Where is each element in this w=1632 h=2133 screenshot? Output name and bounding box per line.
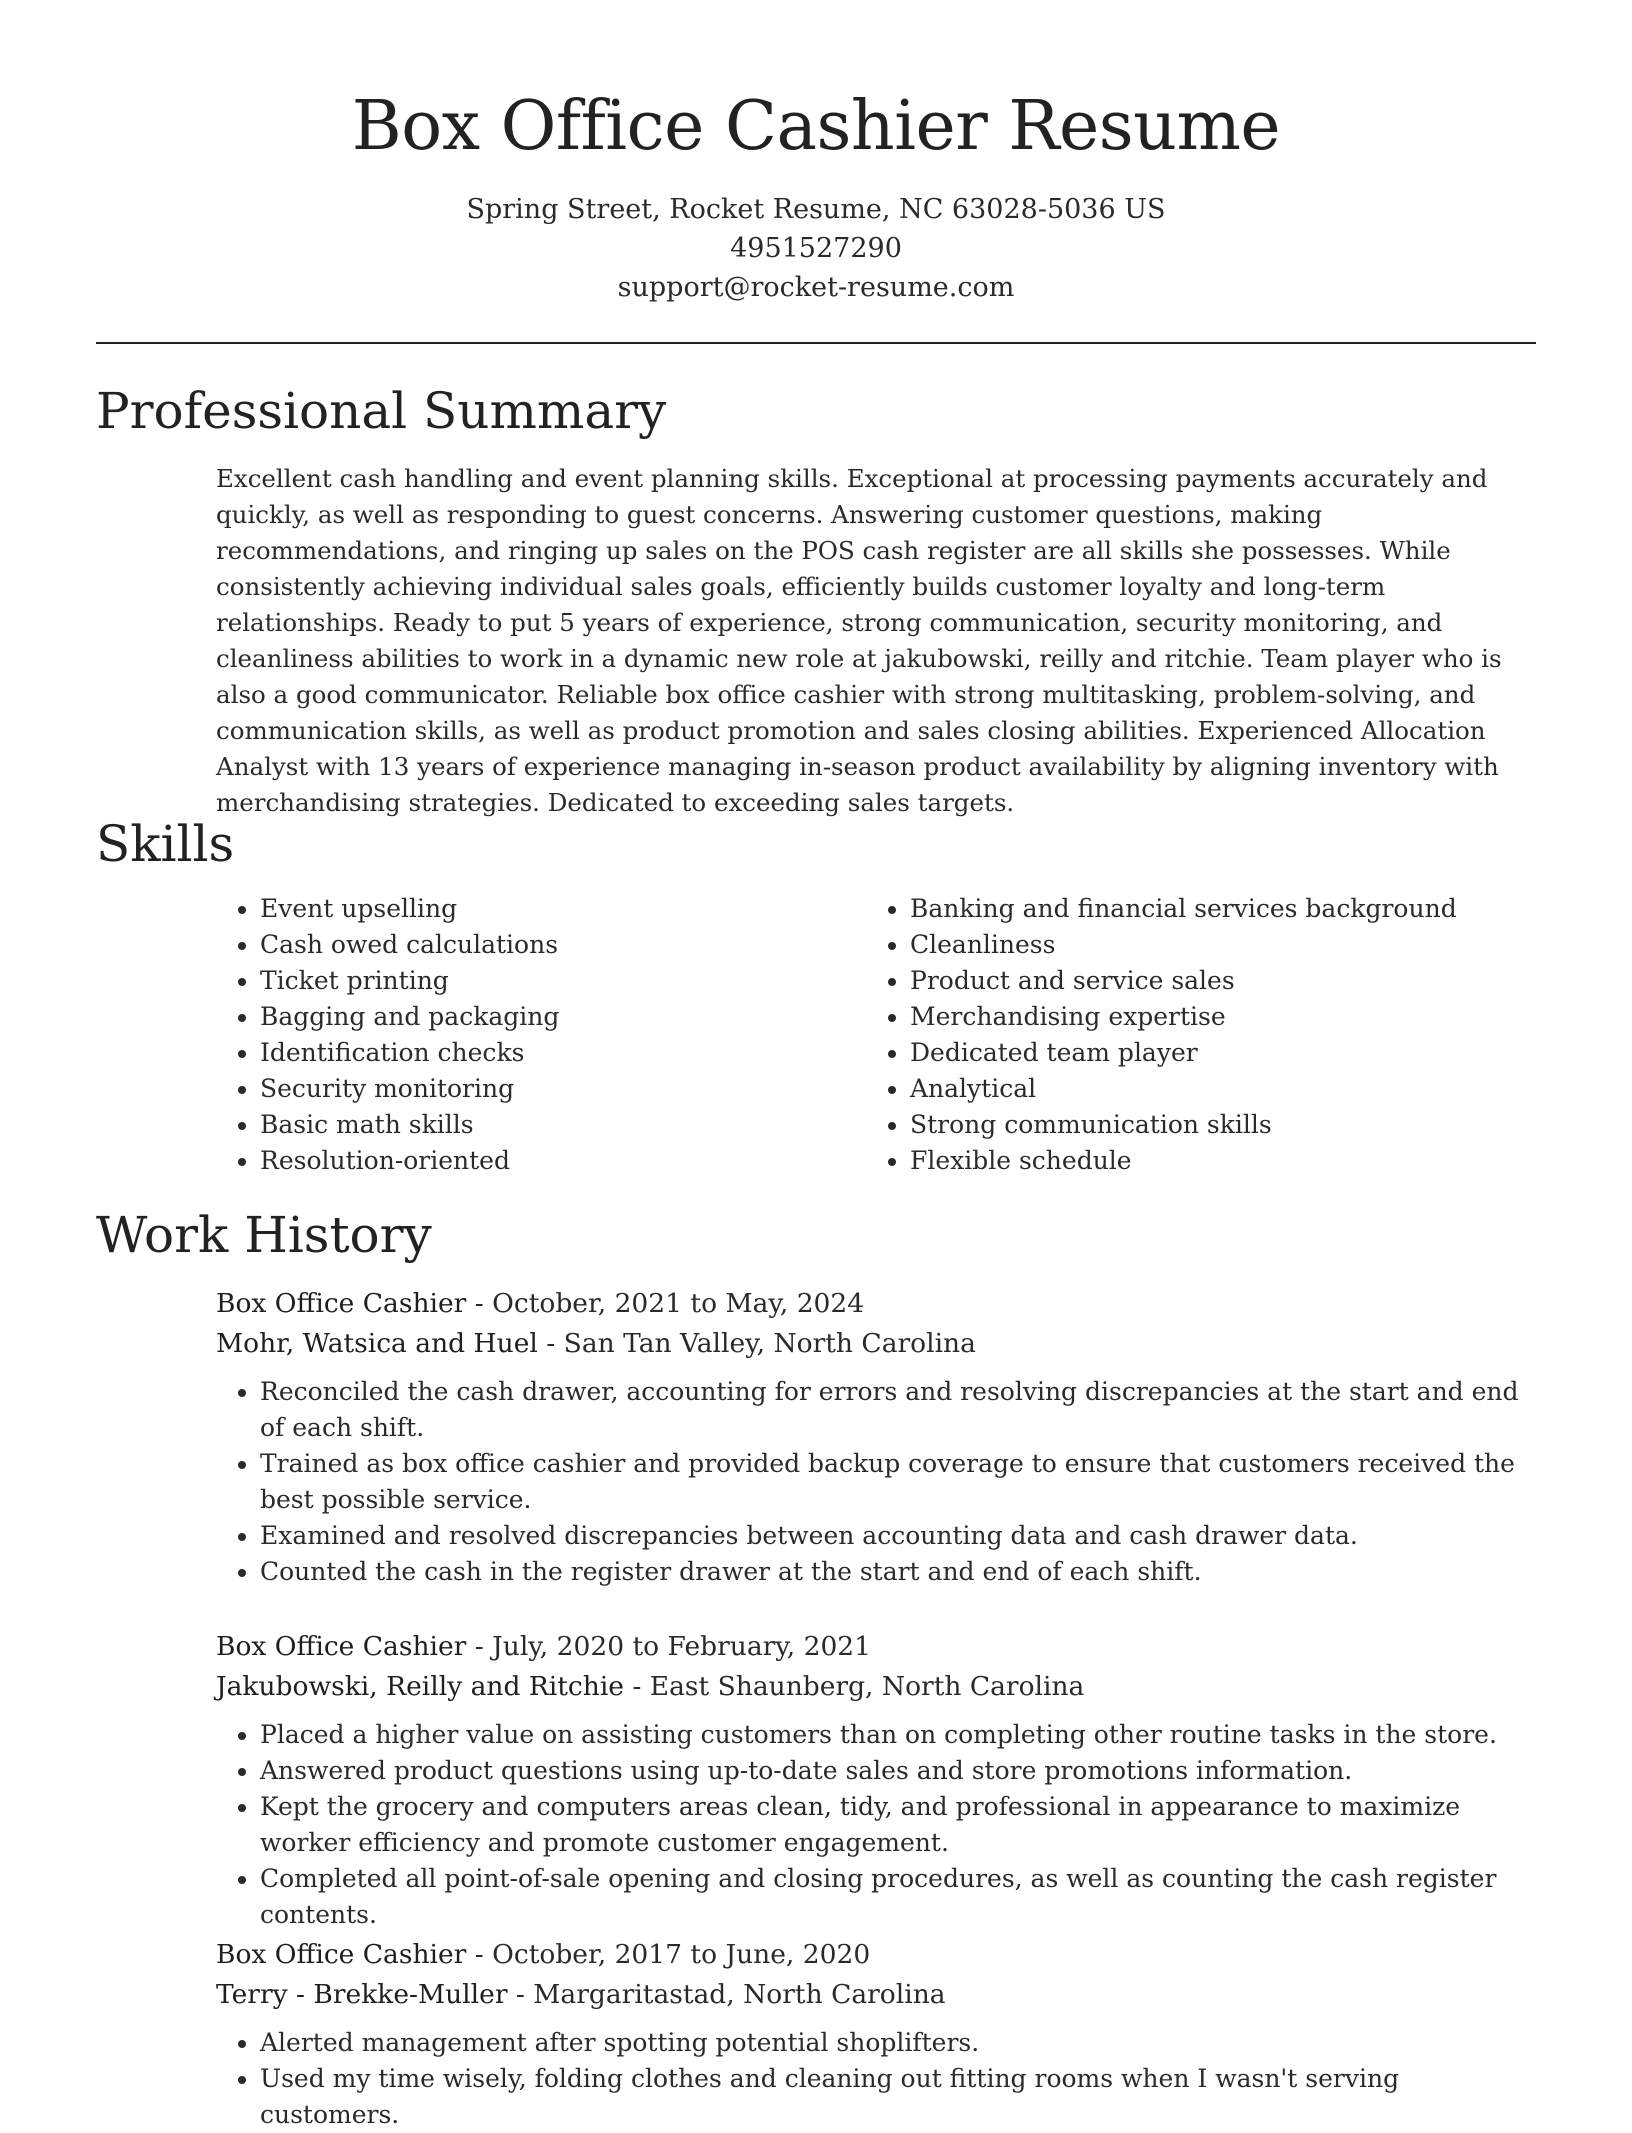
header-divider	[96, 342, 1536, 344]
skill-item: • Basic math skills	[260, 1107, 866, 1143]
job-duty: • Counted the cash in the register drawer at the start and end of each shift.	[260, 1554, 1536, 1590]
job-title-line	[216, 1627, 1536, 1667]
job-duty: • Completed all point-of-sale opening and closing procedures, as well as counting the cash register contents.	[260, 1861, 1536, 1933]
job-location: - Margaritastad, North Carolina	[507, 1979, 946, 2010]
job-entry	[216, 1284, 1536, 1590]
job-company-line	[216, 1324, 1536, 1364]
job-company: Mohr, Watsica and Huel	[216, 1328, 538, 1359]
skill-item: • Cash owed calculations	[260, 927, 866, 963]
job-entry	[216, 1627, 1536, 1933]
job-duty: • Reconciled the cash drawer, accounting for errors and resolving discrepancies at the start and end of each shift.	[260, 1374, 1536, 1446]
skill-item: • Product and service sales	[910, 963, 1516, 999]
work-history-heading: Work History	[96, 1206, 432, 1264]
contact-phone: 4951527290	[730, 233, 902, 264]
skill-item: • Flexible schedule	[910, 1143, 1516, 1179]
contact-email: support@rocket-resume.com	[617, 272, 1015, 303]
skills-column-right	[866, 891, 1516, 1179]
resume-header	[96, 82, 1536, 307]
skill-item: • Bagging and packaging	[260, 999, 866, 1035]
job-company: Jakubowski, Reilly and Ritchie	[216, 1671, 624, 1702]
skill-item: • Event upselling	[260, 891, 866, 927]
skill-item: • Ticket printing	[260, 963, 866, 999]
skills-column-left	[216, 891, 866, 1179]
resume-title: Box Office Cashier Resume	[351, 87, 1281, 166]
summary-text: Excellent cash handling and event planning skills. Exceptional at processing payments accurately and quickly, as well as responding to guest concerns. Answering customer questions, making recommendations, and ringing up sales on the POS cash register are all skills she possesses. While consistently achieving individual sales goals, efficiently builds customer loyalty and long-term relationships. Ready to put 5 years of experience, strong communication, security monitoring, and cleanliness abilities to work in a dynamic new role at jakubowski, reilly and ritchie. Team player who is also a good communicator. Reliable box office cashier with strong multitasking, problem-solving, and communication skills, as well as product promotion and sales closing abilities. Experienced Allocation Analyst with 13 years of experience managing in-season product availability by aligning inventory with merchandising strategies. Dedicated to exceeding sales targets.	[216, 464, 1502, 817]
job-duties	[216, 2025, 1536, 2133]
job-location: - San Tan Valley, North Carolina	[537, 1328, 976, 1359]
job-duty: • Used my time wisely, folding clothes and cleaning out fitting rooms when I wasn't serving customers.	[260, 2061, 1536, 2133]
job-title: Box Office Cashier	[216, 1288, 467, 1319]
job-duty: • Kept the grocery and computers areas clean, tidy, and professional in appearance to maximize worker efficiency and promote customer engagement.	[260, 1789, 1536, 1861]
job-duty: • Examined and resolved discrepancies between accounting data and cash drawer data.	[260, 1518, 1536, 1554]
skills-heading: Skills	[96, 815, 235, 873]
job-title-line	[216, 1284, 1536, 1324]
skill-item: • Dedicated team player	[910, 1035, 1516, 1071]
skill-item: • Resolution-oriented	[260, 1143, 866, 1179]
job-duty: • Alerted management after spotting potential shoplifters.	[260, 2025, 1536, 2061]
skill-item: • Strong communication skills	[910, 1107, 1516, 1143]
skill-item: • Analytical	[910, 1071, 1516, 1107]
job-duty: • Answered product questions using up-to-date sales and store promotions information.	[260, 1753, 1536, 1789]
job-company-line	[216, 1667, 1536, 1707]
job-duties	[216, 1717, 1536, 1933]
job-dates: - October, 2017 to June, 2020	[466, 1939, 871, 1970]
summary-heading: Professional Summary	[96, 382, 667, 440]
contact-block	[96, 190, 1536, 307]
job-duty: • Trained as box office cashier and provided backup coverage to ensure that customers received the best possible service.	[260, 1446, 1536, 1518]
job-dates: - October, 2021 to May, 2024	[466, 1288, 865, 1319]
job-entry	[216, 1935, 1536, 2133]
job-duties	[216, 1374, 1536, 1590]
job-dates: - July, 2020 to February, 2021	[466, 1631, 872, 1662]
job-company-line	[216, 1975, 1536, 2015]
skill-item: • Merchandising expertise	[910, 999, 1516, 1035]
job-duty: • Placed a higher value on assisting customers than on completing other routine tasks in the store.	[260, 1717, 1536, 1753]
skill-item: • Security monitoring	[260, 1071, 866, 1107]
job-company: Terry - Brekke-Muller	[216, 1979, 508, 2010]
skill-item: • Cleanliness	[910, 927, 1516, 963]
skill-item: • Identification checks	[260, 1035, 866, 1071]
job-title: Box Office Cashier	[216, 1939, 467, 1970]
skill-item: • Banking and financial services background	[910, 891, 1516, 927]
job-title-line	[216, 1935, 1536, 1975]
job-location: - East Shaunberg, North Carolina	[623, 1671, 1085, 1702]
skills-list	[216, 891, 1536, 1179]
contact-address: Spring Street, Rocket Resume, NC 63028-5036 US	[466, 194, 1166, 225]
job-title: Box Office Cashier	[216, 1631, 467, 1662]
